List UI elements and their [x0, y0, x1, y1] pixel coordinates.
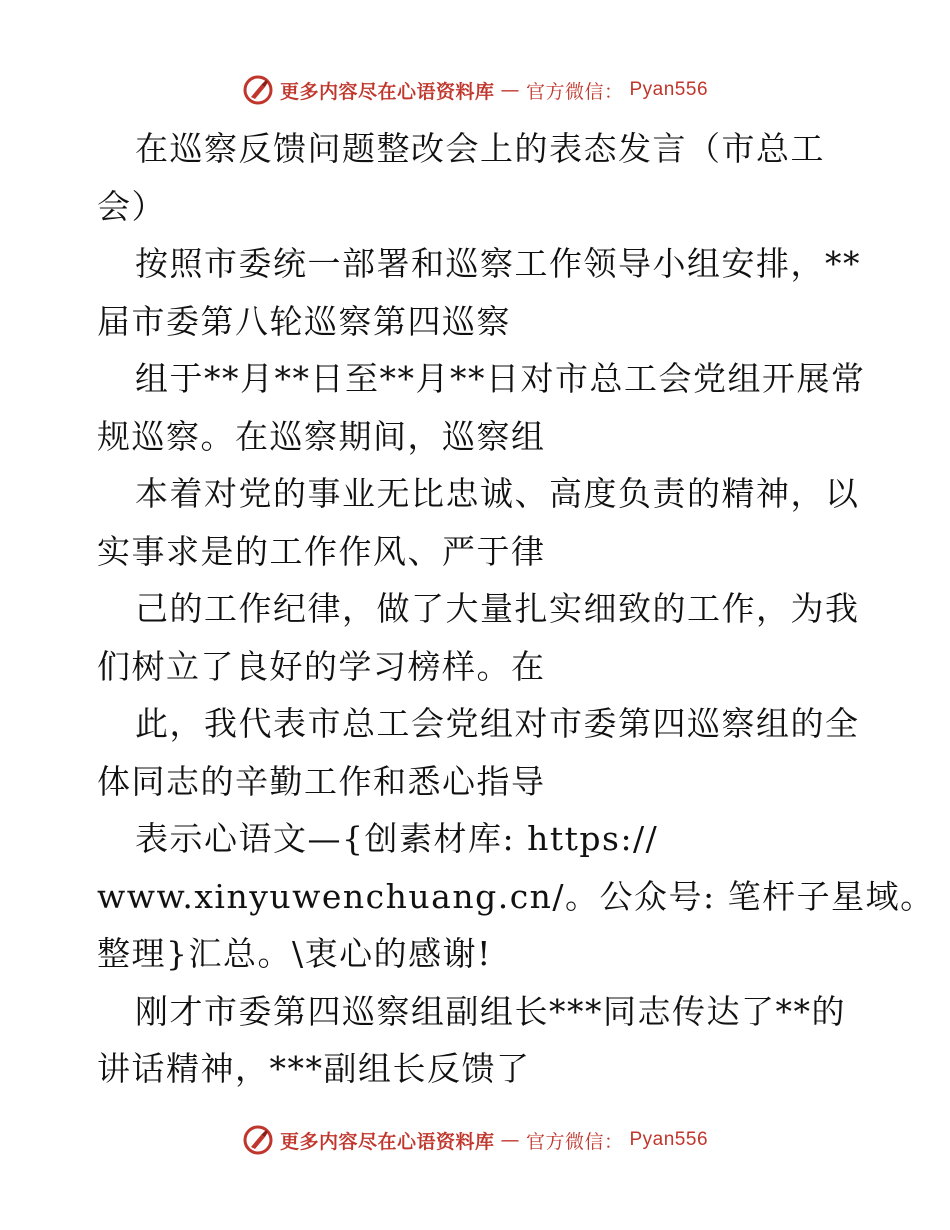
pen-logo-icon: [242, 1124, 274, 1156]
text-line: 会）: [97, 186, 166, 226]
text-line: 组于**月**日至**月**日对市总工会党组开展常: [135, 359, 866, 398]
header-banner-separator: —: [500, 79, 520, 101]
footer-banner-title: 更多内容尽在心语资料库: [279, 1130, 495, 1153]
text-line: 在巡察反馈问题整改会上的表态发言（市总工: [135, 129, 825, 168]
text-line: 按照市委统一部署和巡察工作领导小组安排，**: [135, 244, 861, 283]
header-banner-wechat-id: Pyan556: [629, 79, 709, 100]
text-line: 规巡察。在巡察期间，巡察组: [97, 416, 546, 456]
footer-banner-wechat-id: Pyan556: [629, 1129, 709, 1150]
document-text: [97, 120, 935, 1098]
header-banner-wechat-label: 官方微信：: [525, 80, 624, 103]
text-line: 此，我代表市总工会党组对市委第四巡察组的全: [135, 704, 860, 743]
text-line: 实事求是的工作作风、严于律: [97, 531, 546, 571]
footer-banner: [0, 1120, 950, 1160]
text-line: 届市委第八轮巡察第四巡察: [97, 301, 511, 341]
text-line: 讲话精神，***副组长反馈了: [97, 1049, 531, 1088]
text-line: 刚才市委第四巡察组副组长***同志传达了**的: [135, 991, 846, 1031]
text-line: 己的工作纪律，做了大量扎实细致的工作，为我: [135, 589, 860, 628]
text-line: 表示心语文—{创素材库: https://: [135, 819, 659, 858]
text-line: 整理}汇总。\衷心的感谢!: [97, 934, 492, 973]
text-line: 本着对党的事业无比忠诚、高度负责的精神，以: [135, 474, 860, 513]
footer-banner-wechat-label: 官方微信：: [525, 1130, 624, 1153]
document-body: [97, 120, 935, 1098]
header-banner-title: 更多内容尽在心语资料库: [279, 80, 495, 103]
footer-banner-separator: —: [500, 1129, 520, 1151]
pen-logo-icon: [242, 74, 274, 106]
text-line: 们树立了良好的学习榜样。在: [97, 646, 546, 686]
header-banner: [0, 70, 950, 110]
text-line: www.xinyuwenchuang.cn/。公众号: 笔杆子星域。: [97, 876, 935, 916]
text-line: 体同志的辛勤工作和悉心指导: [97, 761, 546, 801]
